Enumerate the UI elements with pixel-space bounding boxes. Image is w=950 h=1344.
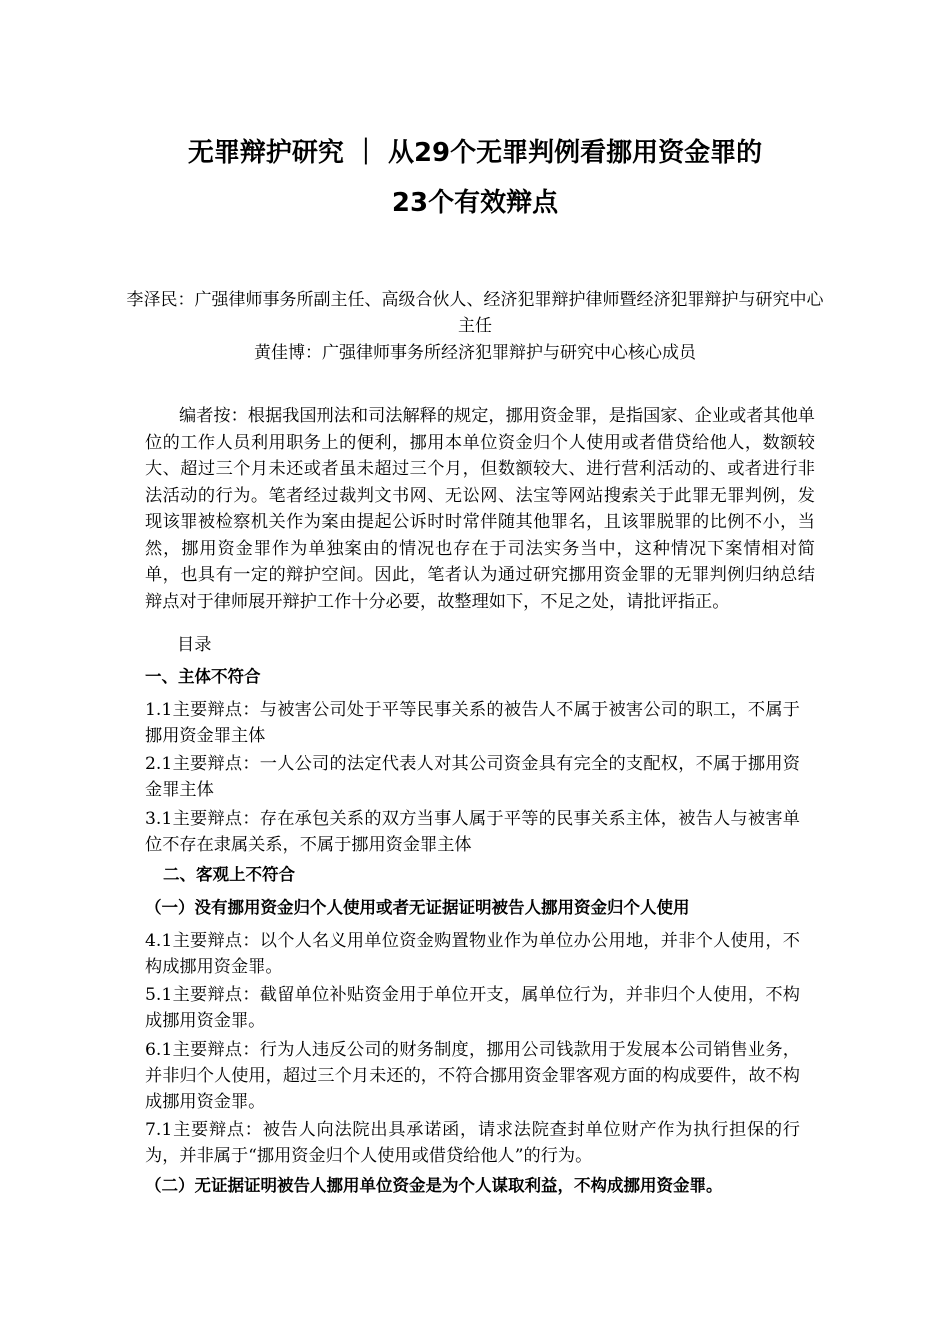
editor-note: 编者按：根据我国刑法和司法解释的规定，挪用资金罪，是指国家、企业或者其他单位的工作人员利用职务上的便利，挪用本单位资金归个人使用或者借贷给他人，数额较大、超过三个月未还或者虽未超过三个月，但数额较大、进行营利活动的、或者进行非法活动的行为。笔者经过裁判文书网、无讼网、法宝等网站搜索关于此罪无罪判例，发现该罪被检察机关作为案由提起公诉时时常伴随其他罪名，且该罪脱罪的比例不小，当然，挪用资金罪作为单独案由的情况也存在于司法实务当中，这种情况下案情相对简单，也具有一定的辩护空间。因此，笔者认为通过研究挪用资金罪的无罪判例归纳总结辩点对于律师展开辩护工作十分必要，故整理如下，不足之处，请批评指正。 xyxy=(145,406,815,612)
toc-item-5-1: 5.1主要辩点：截留单位补贴资金用于单位开支，属单位行为，并非归个人使用，不构成挪用资金罪。 xyxy=(145,985,800,1031)
toc-item-3-1: 3.1主要辩点：存在承包关系的双方当事人属于平等的民事关系主体，被告人与被害单位不存在隶属关系，不属于挪用资金罪主体 xyxy=(145,809,800,855)
author-li-zemin: 李泽民：广强律师事务所副主任、高级合伙人、经济犯罪辩护律师暨经济犯罪辩护与研究中心主任 xyxy=(126,290,824,336)
section-heading-subject: 一、主体不符合 xyxy=(145,667,261,686)
subsection-heading-2: （二）无证据证明被告人挪用单位资金是为个人谋取利益，不构成挪用资金罪。 xyxy=(145,1176,723,1195)
toc-item-2-1: 2.1主要辩点：一人公司的法定代表人对其公司资金具有完全的支配权，不属于挪用资金罪主体 xyxy=(145,754,800,800)
toc-item-1-1: 1.1主要辩点：与被害公司处于平等民事关系的被告人不属于被害公司的职工，不属于挪用资金罪主体 xyxy=(145,700,800,746)
subsection-heading-1: （一）没有挪用资金归个人使用或者无证据证明被告人挪用资金归个人使用 xyxy=(145,898,690,917)
author-huang-jiabo: 黄佳博：广强律师事务所经济犯罪辩护与研究中心核心成员 xyxy=(254,343,696,363)
section-heading-objective: 二、客观上不符合 xyxy=(163,865,295,884)
document-title-line-2: 23个有效辩点 xyxy=(391,188,559,218)
toc-item-6-1: 6.1主要辩点：行为人违反公司的财务制度，挪用公司钱款用于发展本公司销售业务，并非归个人使用，超过三个月未还的，不符合挪用资金罪客观方面的构成要件，故不构成挪用资金罪。 xyxy=(145,1040,800,1112)
toc-item-4-1: 4.1主要辩点：以个人名义用单位资金购置物业作为单位办公用地，并非个人使用，不构成挪用资金罪。 xyxy=(145,931,800,977)
toc-label: 目录 xyxy=(177,635,212,655)
toc-item-7-1: 7.1主要辩点：被告人向法院出具承诺函，请求法院查封单位财产作为执行担保的行为，并非属于“挪用资金归个人使用或借贷给他人”的行为。 xyxy=(145,1120,800,1166)
document-title-line-1: 无罪辩护研究 ｜ 从29个无罪判例看挪用资金罪的 xyxy=(187,138,763,168)
